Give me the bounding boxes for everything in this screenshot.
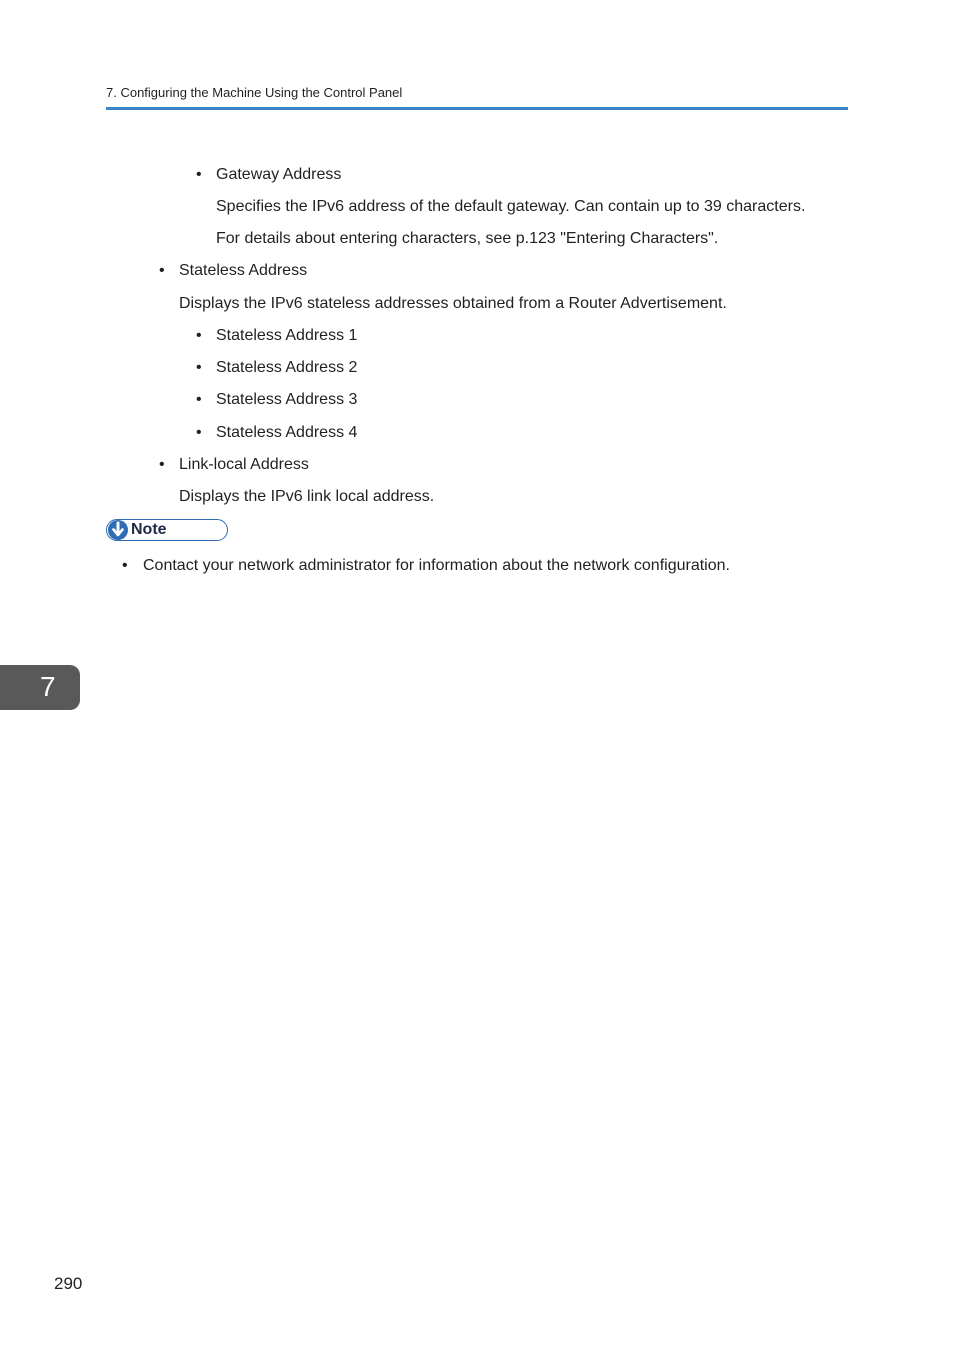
- bullet-note: •: [122, 557, 128, 574]
- stateless-item-4: Stateless Address 4: [216, 424, 358, 441]
- stateless-desc: Displays the IPv6 stateless addresses obtained from a Router Advertisement.: [179, 295, 727, 312]
- down-arrow-icon: [107, 519, 129, 541]
- stateless-item-1: Stateless Address 1: [216, 327, 358, 344]
- chapter-number: 7: [40, 671, 56, 702]
- bullet-stateless-1: •: [196, 327, 202, 344]
- bullet-stateless-2: •: [196, 359, 202, 376]
- chapter-tab: [0, 665, 80, 710]
- linklocal-desc: Displays the IPv6 link local address.: [179, 488, 435, 505]
- header-rule: [106, 107, 848, 110]
- stateless-item-3: Stateless Address 3: [216, 391, 358, 408]
- bullet-stateless-3: •: [196, 391, 202, 408]
- note-badge: [106, 519, 228, 541]
- bullet-stateless: •: [159, 262, 165, 279]
- note-label: Note: [131, 521, 167, 538]
- bullet-linklocal: •: [159, 456, 165, 473]
- bullet-gateway: •: [196, 166, 202, 183]
- running-header: 7. Configuring the Machine Using the Control Panel: [106, 85, 403, 100]
- bullet-stateless-4: •: [196, 424, 202, 441]
- stateless-item-2: Stateless Address 2: [216, 359, 358, 376]
- gateway-desc-2: For details about entering characters, see p.123 "Entering Characters".: [216, 230, 719, 247]
- note-item-1: Contact your network administrator for information about the network configuration.: [143, 557, 730, 574]
- gateway-desc-1: Specifies the IPv6 address of the default gateway. Can contain up to 39 characters.: [216, 198, 806, 215]
- gateway-title: Gateway Address: [216, 166, 342, 183]
- linklocal-title: Link-local Address: [179, 456, 309, 473]
- page-number: 290: [54, 1274, 83, 1293]
- stateless-title: Stateless Address: [179, 262, 308, 279]
